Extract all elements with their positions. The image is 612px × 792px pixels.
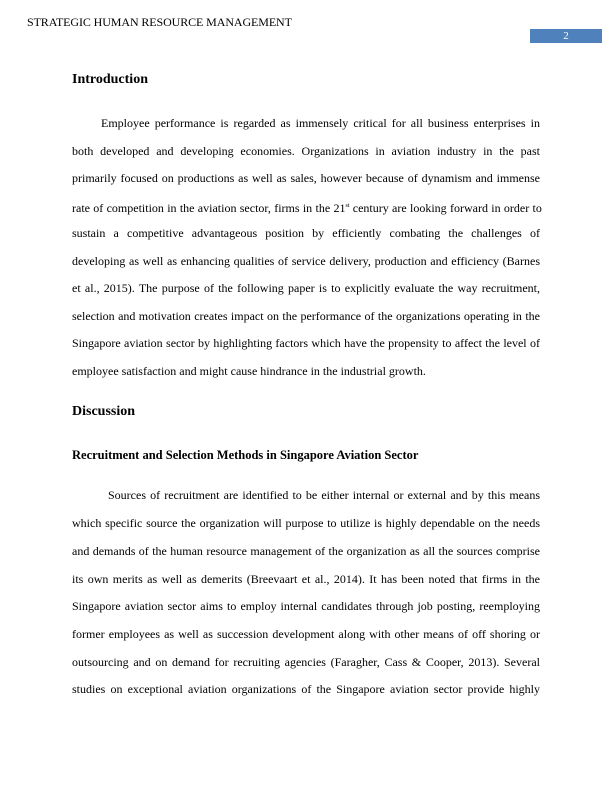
- page-number: 2: [530, 29, 602, 43]
- text-line: [72, 199, 540, 215]
- discussion-heading: Discussion: [72, 404, 136, 419]
- text-line: employee satisfaction and might cause hindrance in the industrial growth.: [72, 364, 426, 378]
- text-line: Singapore aviation sector aims to employ internal candidates through job posting, reemploying: [72, 599, 540, 613]
- introduction-heading: Introduction: [72, 72, 148, 87]
- text-line: studies on exceptional aviation organizations of the Singapore aviation sector provide highly: [72, 682, 540, 696]
- text-line: et al., 2015). The purpose of the following paper is to explicitly evaluate the way recruitment,: [72, 281, 540, 295]
- running-header: STRATEGIC HUMAN RESOURCE MANAGEMENT: [27, 15, 292, 29]
- text-line: former employees as well as succession development along with other means of off shoring or: [72, 627, 540, 641]
- text-line: both developed and developing economies. Organizations in aviation industry in the past: [72, 144, 540, 158]
- text-line: developing as well as enhancing qualities of service delivery, production and efficiency (Barnes: [72, 254, 540, 268]
- recruitment-subheading: Recruitment and Selection Methods in Singapore Aviation Sector: [72, 448, 419, 462]
- superscript: st: [345, 203, 350, 209]
- text-line: sustain a competitive advantageous position by efficiently combating the challenges of: [72, 226, 540, 240]
- text-line: outsourcing and on demand for recruiting agencies (Faragher, Cass & Cooper, 2013). Several: [72, 655, 540, 669]
- text-span: century are looking forward in order to: [349, 201, 542, 215]
- text-line: its own merits as well as demerits (Breevaart et al., 2014). It has been noted that firms in the: [72, 572, 540, 586]
- text-line: Sources of recruitment are identified to be either internal or external and by this means: [108, 488, 540, 502]
- text-line: selection and motivation creates impact on the performance of the organizations operating in the: [72, 309, 540, 323]
- text-line: primarily focused on productions as well as sales, however because of dynamism and immense: [72, 171, 540, 185]
- text-line: and demands of the human resource management of the organization as all the sources comprise: [72, 544, 540, 558]
- text-line: which specific source the organization will purpose to utilize is highly dependable on the needs: [72, 516, 540, 530]
- text-line: Singapore aviation sector by highlighting factors which have the propensity to affect the level of: [72, 336, 540, 350]
- text-span: rate of competition in the aviation sector, firms in the 21: [72, 201, 346, 215]
- text-line: Employee performance is regarded as immensely critical for all business enterprises in: [101, 116, 540, 130]
